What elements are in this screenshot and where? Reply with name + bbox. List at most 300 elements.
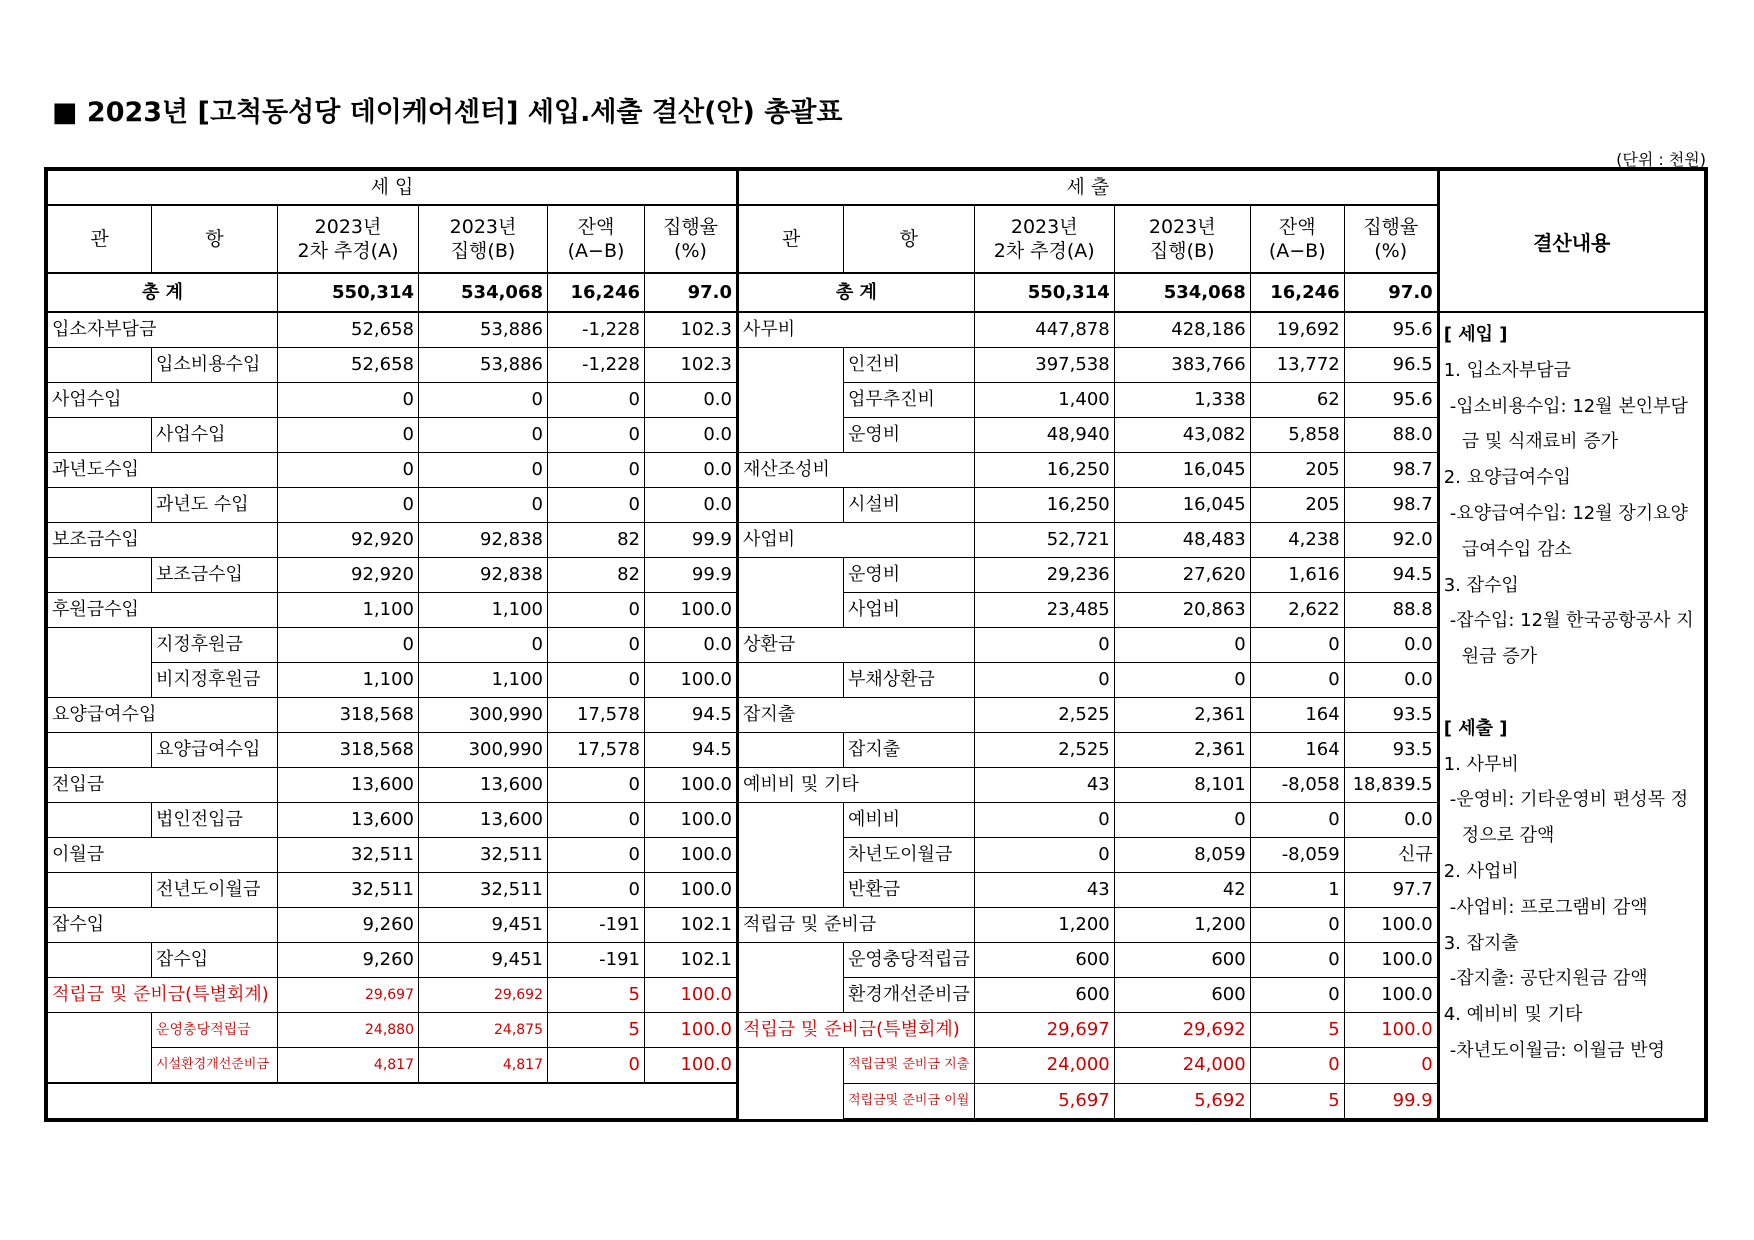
income-balance-cell: 0 [548, 453, 645, 488]
expense-budget-cell: 0 [974, 628, 1114, 663]
income-rate-cell: 100.0 [645, 978, 738, 1013]
income-balance-cell: 5 [548, 1013, 645, 1048]
income-gwan-cell: 적립금 및 준비금(특별회계) [48, 978, 278, 1013]
income-budget-header: 2023년 2차 추경(A) [278, 205, 419, 273]
income-gwan-cell [48, 1013, 152, 1048]
expense-exec-cell: 2,361 [1114, 698, 1250, 733]
income-balance-cell: 0 [548, 418, 645, 453]
income-budget-cell: 92,920 [278, 523, 419, 558]
income-gwan-cell: 이월금 [48, 838, 278, 873]
expense-exec-cell: 0 [1114, 628, 1250, 663]
income-gwan-cell: 사업수입 [48, 383, 278, 418]
income-balance-cell: -1,228 [548, 312, 645, 348]
income-rate-cell: 100.0 [645, 768, 738, 803]
income-exec-cell: 0 [419, 628, 548, 663]
income-exec-cell: 4,817 [419, 1048, 548, 1084]
expense-rate-cell: 94.5 [1344, 558, 1438, 593]
income-balance-cell: 5 [548, 978, 645, 1013]
expense-gwan-cell [738, 733, 844, 768]
income-gwan-cell [48, 418, 152, 453]
expense-section-header: 세 출 [738, 171, 1439, 206]
income-rate-cell: 100.0 [645, 663, 738, 698]
income-total-budget: 550,314 [278, 273, 419, 312]
income-exec-cell: 32,511 [419, 873, 548, 908]
note-line: 3. 잡지출 [1443, 932, 1519, 954]
expense-gwan-cell: 상환금 [738, 628, 975, 663]
expense-rate-cell: 93.5 [1344, 733, 1438, 768]
expense-gwan-cell [738, 873, 844, 908]
income-balance-cell: 0 [548, 768, 645, 803]
income-rate-cell: 100.0 [645, 838, 738, 873]
expense-rate-header: 집행율 (%) [1344, 205, 1438, 273]
income-gwan-cell: 요양급여수입 [48, 698, 278, 733]
income-gwan-cell [48, 1048, 152, 1084]
income-balance-cell: 0 [548, 663, 645, 698]
expense-gwan-cell: 적립금 및 준비금(특별회계) [738, 1013, 975, 1048]
expense-total-rate: 97.0 [1344, 273, 1438, 312]
expense-exec-cell: 600 [1114, 978, 1250, 1013]
income-budget-cell: 4,817 [278, 1048, 419, 1084]
income-gwan-cell: 과년도수입 [48, 453, 278, 488]
income-hang-cell: 보조금수입 [152, 558, 278, 593]
income-exec-cell: 0 [419, 453, 548, 488]
expense-rate-cell: 99.9 [1344, 1083, 1438, 1118]
expense-hang-cell: 잡지출 [844, 733, 975, 768]
income-budget-cell: 29,697 [278, 978, 419, 1013]
income-balance-cell: 0 [548, 1048, 645, 1084]
expense-balance-cell: 5,858 [1250, 418, 1344, 453]
expense-rate-cell: 100.0 [1344, 978, 1438, 1013]
income-hang-header: 항 [152, 205, 278, 273]
income-exec-cell: 92,838 [419, 523, 548, 558]
expense-gwan-cell: 재산조성비 [738, 453, 975, 488]
expense-budget-cell: 16,250 [974, 453, 1114, 488]
income-gwan-cell [48, 873, 152, 908]
income-rate-cell: 94.5 [645, 698, 738, 733]
income-hang-cell: 법인전입금 [152, 803, 278, 838]
expense-exec-cell: 0 [1114, 663, 1250, 698]
expense-gwan-header: 관 [738, 205, 844, 273]
income-section-header: 세 입 [48, 171, 738, 206]
notes-header: 결산내용 [1438, 171, 1704, 313]
settlement-table [47, 170, 1705, 1119]
expense-balance-cell: -8,059 [1250, 838, 1344, 873]
income-budget-cell: 318,568 [278, 698, 419, 733]
expense-rate-cell: 0.0 [1344, 663, 1438, 698]
income-budget-cell: 32,511 [278, 873, 419, 908]
expense-budget-cell: 2,525 [974, 698, 1114, 733]
expense-rate-cell: 0.0 [1344, 628, 1438, 663]
expense-gwan-cell: 잡지출 [738, 698, 975, 733]
expense-rate-cell: 100.0 [1344, 908, 1438, 943]
income-rate-cell: 100.0 [645, 873, 738, 908]
expense-gwan-cell [738, 558, 844, 593]
expense-gwan-cell: 사무비 [738, 312, 975, 348]
income-gwan-cell: 입소자부담금 [48, 312, 278, 348]
expense-rate-cell: 100.0 [1344, 1013, 1438, 1048]
income-rate-cell: 94.5 [645, 733, 738, 768]
expense-hang-cell: 환경개선준비금 [844, 978, 975, 1013]
income-balance-cell: -1,228 [548, 348, 645, 383]
income-gwan-cell [48, 663, 152, 698]
income-exec-cell: 24,875 [419, 1013, 548, 1048]
income-budget-cell: 0 [278, 628, 419, 663]
expense-hang-cell: 부채상환금 [844, 663, 975, 698]
income-budget-cell: 0 [278, 453, 419, 488]
expense-budget-cell: 397,538 [974, 348, 1114, 383]
income-budget-cell: 9,260 [278, 943, 419, 978]
expense-gwan-cell [738, 838, 844, 873]
expense-hang-cell: 업무추진비 [844, 383, 975, 418]
expense-budget-cell: 1,400 [974, 383, 1114, 418]
income-hang-cell: 비지정후원금 [152, 663, 278, 698]
income-rate-cell: 102.3 [645, 312, 738, 348]
income-hang-cell: 과년도 수입 [152, 488, 278, 523]
income-balance-cell: 17,578 [548, 698, 645, 733]
income-balance-cell: 82 [548, 558, 645, 593]
income-budget-cell: 13,600 [278, 803, 419, 838]
expense-rate-cell: 88.0 [1344, 418, 1438, 453]
income-exec-cell: 53,886 [419, 348, 548, 383]
expense-budget-cell: 447,878 [974, 312, 1114, 348]
expense-balance-cell: 0 [1250, 908, 1344, 943]
expense-balance-cell: 0 [1250, 978, 1344, 1013]
note-line: 4. 예비비 및 기타 [1443, 1004, 1583, 1026]
expense-rate-cell: 95.6 [1344, 312, 1438, 348]
expense-budget-cell: 16,250 [974, 488, 1114, 523]
table-body [48, 312, 1705, 1118]
note-line: -잡수입: 12월 한국공항공사 지 [1449, 610, 1694, 632]
income-hang-cell: 지정후원금 [152, 628, 278, 663]
income-exec-cell: 300,990 [419, 698, 548, 733]
income-rate-cell: 0.0 [645, 383, 738, 418]
expense-budget-cell: 2,525 [974, 733, 1114, 768]
unit-label: (단위 : 천원) [1616, 150, 1706, 169]
income-balance-cell: 0 [548, 488, 645, 523]
expense-exec-cell: 48,483 [1114, 523, 1250, 558]
income-rate-cell: 0.0 [645, 453, 738, 488]
page-title: ■ 2023년 [고척동성당 데이케어센터] 세입.세출 결산(안) 총괄표 [52, 97, 843, 128]
income-gwan-cell: 보조금수입 [48, 523, 278, 558]
expense-balance-cell: 2,622 [1250, 593, 1344, 628]
income-rate-cell: 102.3 [645, 348, 738, 383]
income-budget-cell: 24,880 [278, 1013, 419, 1048]
income-gwan-cell [48, 558, 152, 593]
income-hang-cell: 시설환경개선준비금 [152, 1048, 278, 1084]
expense-exec-cell: 1,200 [1114, 908, 1250, 943]
note-line: 3. 잡수입 [1443, 574, 1519, 596]
income-budget-cell: 0 [278, 488, 419, 523]
expense-hang-cell: 반환금 [844, 873, 975, 908]
expense-budget-cell: 52,721 [974, 523, 1114, 558]
income-budget-cell: 1,100 [278, 593, 419, 628]
expense-budget-cell: 43 [974, 768, 1114, 803]
income-gwan-cell [48, 943, 152, 978]
income-gwan-cell: 후원금수입 [48, 593, 278, 628]
income-rate-cell: 100.0 [645, 1048, 738, 1084]
income-balance-cell: 82 [548, 523, 645, 558]
income-rate-cell: 100.0 [645, 593, 738, 628]
expense-budget-cell: 0 [974, 803, 1114, 838]
expense-gwan-cell [738, 593, 844, 628]
income-rate-cell: 100.0 [645, 1013, 738, 1048]
income-budget-cell: 0 [278, 418, 419, 453]
income-balance-cell: 0 [548, 803, 645, 838]
expense-balance-cell: 205 [1250, 453, 1344, 488]
income-balance-cell: 0 [548, 873, 645, 908]
expense-budget-cell: 0 [974, 838, 1114, 873]
expense-budget-cell: 43 [974, 873, 1114, 908]
income-exec-cell: 13,600 [419, 803, 548, 838]
expense-exec-cell: 27,620 [1114, 558, 1250, 593]
expense-exec-cell: 1,338 [1114, 383, 1250, 418]
expense-balance-cell: 205 [1250, 488, 1344, 523]
note-line: -입소비용수입: 12월 본인부담 [1449, 395, 1688, 417]
expense-budget-header: 2023년 2차 추경(A) [974, 205, 1114, 273]
expense-gwan-cell: 예비비 및 기타 [738, 768, 975, 803]
income-budget-cell: 52,658 [278, 312, 419, 348]
expense-rate-cell: 신규 [1344, 838, 1438, 873]
expense-rate-cell: 98.7 [1344, 488, 1438, 523]
income-rate-cell: 100.0 [645, 803, 738, 838]
income-exec-cell: 300,990 [419, 733, 548, 768]
income-budget-cell: 32,511 [278, 838, 419, 873]
note-line: -요양급여수입: 12월 장기요양 [1449, 502, 1688, 524]
expense-total-balance: 16,246 [1250, 273, 1344, 312]
expense-total-budget: 550,314 [974, 273, 1114, 312]
expense-gwan-cell [738, 1083, 844, 1118]
expense-balance-cell: -8,058 [1250, 768, 1344, 803]
income-rate-cell: 99.9 [645, 523, 738, 558]
expense-exec-cell: 600 [1114, 943, 1250, 978]
income-total-exec: 534,068 [419, 273, 548, 312]
note-line: -사업비: 프로그램비 감액 [1449, 896, 1648, 918]
income-exec-cell: 92,838 [419, 558, 548, 593]
expense-exec-cell: 5,692 [1114, 1083, 1250, 1118]
expense-exec-cell: 8,059 [1114, 838, 1250, 873]
expense-gwan-cell [738, 943, 844, 978]
income-hang-cell: 요양급여수입 [152, 733, 278, 768]
expense-gwan-cell [738, 348, 844, 383]
income-exec-cell: 0 [419, 383, 548, 418]
expense-rate-cell: 18,839.5 [1344, 768, 1438, 803]
expense-balance-cell: 0 [1250, 943, 1344, 978]
income-total-balance: 16,246 [548, 273, 645, 312]
income-balance-cell: 17,578 [548, 733, 645, 768]
income-hang-cell: 운영충당적립금 [152, 1013, 278, 1048]
expense-balance-header: 잔액 (A−B) [1250, 205, 1344, 273]
expense-rate-cell: 0.0 [1344, 803, 1438, 838]
expense-budget-cell: 29,236 [974, 558, 1114, 593]
expense-exec-cell: 16,045 [1114, 453, 1250, 488]
income-rate-cell: 102.1 [645, 943, 738, 978]
expense-balance-cell: 1 [1250, 873, 1344, 908]
income-exec-cell: 1,100 [419, 663, 548, 698]
note-line: -차년도이월금: 이월금 반영 [1449, 1039, 1665, 1061]
income-gwan-cell [48, 628, 152, 663]
note-line: 2. 사업비 [1443, 860, 1519, 882]
income-hang-cell: 입소비용수입 [152, 348, 278, 383]
note-line: -잡지출: 공단지원금 감액 [1449, 968, 1648, 990]
income-exec-header: 2023년 집행(B) [419, 205, 548, 273]
expense-total-exec: 534,068 [1114, 273, 1250, 312]
note-line: -운영비: 기타운영비 편성목 정 [1449, 789, 1689, 811]
income-balance-cell: -191 [548, 943, 645, 978]
expense-rate-cell: 95.6 [1344, 383, 1438, 418]
expense-exec-cell: 0 [1114, 803, 1250, 838]
income-exec-cell: 32,511 [419, 838, 548, 873]
expense-gwan-cell [738, 383, 844, 418]
income-budget-cell: 52,658 [278, 348, 419, 383]
income-hang-cell: 잡수입 [152, 943, 278, 978]
expense-gwan-cell [738, 803, 844, 838]
income-budget-cell: 318,568 [278, 733, 419, 768]
expense-balance-cell: 0 [1250, 803, 1344, 838]
income-exec-cell: 53,886 [419, 312, 548, 348]
income-gwan-cell [48, 348, 152, 383]
note-line: [ 세입 ] [1443, 324, 1508, 345]
note-line: 1. 사무비 [1443, 753, 1519, 775]
expense-hang-cell: 인건비 [844, 348, 975, 383]
income-balance-cell: -191 [548, 908, 645, 943]
income-rate-header: 집행율 (%) [645, 205, 738, 273]
note-line [1444, 675, 1700, 711]
expense-gwan-cell [738, 1048, 844, 1084]
expense-hang-cell: 운영비 [844, 558, 975, 593]
expense-balance-cell: 0 [1250, 1048, 1344, 1084]
expense-exec-cell: 29,692 [1114, 1013, 1250, 1048]
expense-exec-cell: 43,082 [1114, 418, 1250, 453]
expense-gwan-cell [738, 663, 844, 698]
expense-budget-cell: 1,200 [974, 908, 1114, 943]
income-gwan-cell [48, 488, 152, 523]
income-budget-cell: 13,600 [278, 768, 419, 803]
income-exec-cell: 0 [419, 488, 548, 523]
expense-gwan-cell [738, 418, 844, 453]
expense-hang-cell: 적립금및 준비금 이월 [844, 1083, 975, 1118]
expense-rate-cell: 100.0 [1344, 943, 1438, 978]
expense-rate-cell: 97.7 [1344, 873, 1438, 908]
expense-rate-cell: 98.7 [1344, 453, 1438, 488]
expense-balance-cell: 5 [1250, 1083, 1344, 1118]
expense-balance-cell: 1,616 [1250, 558, 1344, 593]
expense-exec-cell: 42 [1114, 873, 1250, 908]
expense-balance-cell: 164 [1250, 698, 1344, 733]
expense-rate-cell: 88.8 [1344, 593, 1438, 628]
expense-budget-cell: 24,000 [974, 1048, 1114, 1084]
income-budget-cell: 9,260 [278, 908, 419, 943]
expense-balance-cell: 62 [1250, 383, 1344, 418]
income-total-rate: 97.0 [645, 273, 738, 312]
expense-rate-cell: 96.5 [1344, 348, 1438, 383]
expense-exec-cell: 2,361 [1114, 733, 1250, 768]
income-gwan-cell: 잡수입 [48, 908, 278, 943]
income-budget-cell: 0 [278, 383, 419, 418]
income-total-label: 총 계 [48, 273, 278, 312]
expense-gwan-cell: 적립금 및 준비금 [738, 908, 975, 943]
expense-budget-cell: 600 [974, 978, 1114, 1013]
note-line: 1. 입소자부담금 [1443, 359, 1571, 381]
income-balance-cell: 0 [548, 593, 645, 628]
expense-balance-cell: 164 [1250, 733, 1344, 768]
expense-exec-cell: 16,045 [1114, 488, 1250, 523]
income-budget-cell: 1,100 [278, 663, 419, 698]
note-line: [ 세출 ] [1443, 717, 1508, 739]
note-line: 정으로 감액 [1461, 825, 1555, 847]
income-balance-cell: 0 [548, 628, 645, 663]
income-gwan-cell [48, 733, 152, 768]
expense-hang-header: 항 [844, 205, 975, 273]
expense-total-label: 총 계 [738, 273, 975, 312]
table-row [48, 312, 1705, 348]
income-exec-cell: 0 [419, 418, 548, 453]
income-gwan-header: 관 [48, 205, 152, 273]
income-gwan-cell: 전입금 [48, 768, 278, 803]
expense-budget-cell: 0 [974, 663, 1114, 698]
note-line: 2. 요양급여수입 [1443, 467, 1571, 489]
expense-balance-cell: 19,692 [1250, 312, 1344, 348]
expense-balance-cell: 4,238 [1250, 523, 1344, 558]
expense-budget-cell: 23,485 [974, 593, 1114, 628]
expense-hang-cell: 적립금및 준비금 지출 [844, 1048, 975, 1084]
section-header-row [48, 171, 1705, 206]
expense-rate-cell: 93.5 [1344, 698, 1438, 733]
expense-balance-cell: 13,772 [1250, 348, 1344, 383]
expense-balance-cell: 0 [1250, 628, 1344, 663]
expense-budget-cell: 29,697 [974, 1013, 1114, 1048]
income-balance-header: 잔액 (A−B) [548, 205, 645, 273]
expense-exec-cell: 8,101 [1114, 768, 1250, 803]
expense-hang-cell: 시설비 [844, 488, 975, 523]
settlement-notes [1438, 312, 1704, 1118]
expense-budget-cell: 48,940 [974, 418, 1114, 453]
income-exec-cell: 9,451 [419, 943, 548, 978]
expense-exec-cell: 20,863 [1114, 593, 1250, 628]
expense-rate-cell: 0 [1344, 1048, 1438, 1084]
income-balance-cell: 0 [548, 838, 645, 873]
income-hang-cell: 사업수입 [152, 418, 278, 453]
expense-balance-cell: 0 [1250, 663, 1344, 698]
income-exec-cell: 9,451 [419, 908, 548, 943]
income-balance-cell: 0 [548, 383, 645, 418]
income-budget-cell: 92,920 [278, 558, 419, 593]
income-rate-cell: 0.0 [645, 418, 738, 453]
income-rate-cell: 102.1 [645, 908, 738, 943]
expense-hang-cell: 사업비 [844, 593, 975, 628]
expense-exec-cell: 428,186 [1114, 312, 1250, 348]
income-exec-cell: 1,100 [419, 593, 548, 628]
expense-exec-cell: 383,766 [1114, 348, 1250, 383]
expense-rate-cell: 92.0 [1344, 523, 1438, 558]
income-gwan-cell [48, 803, 152, 838]
expense-gwan-cell [738, 978, 844, 1013]
expense-exec-cell: 24,000 [1114, 1048, 1250, 1084]
expense-gwan-cell: 사업비 [738, 523, 975, 558]
expense-hang-cell: 예비비 [844, 803, 975, 838]
expense-balance-cell: 5 [1250, 1013, 1344, 1048]
income-gwan-cell [48, 1083, 738, 1118]
income-exec-cell: 29,692 [419, 978, 548, 1013]
note-line: 금 및 식재료비 증가 [1461, 431, 1618, 453]
income-hang-cell: 전년도이월금 [152, 873, 278, 908]
income-rate-cell: 0.0 [645, 628, 738, 663]
income-rate-cell: 0.0 [645, 488, 738, 523]
expense-budget-cell: 5,697 [974, 1083, 1114, 1118]
expense-exec-header: 2023년 집행(B) [1114, 205, 1250, 273]
note-line: 급여수입 감소 [1461, 538, 1572, 560]
note-line: 원금 증가 [1461, 646, 1537, 668]
expense-hang-cell: 운영비 [844, 418, 975, 453]
